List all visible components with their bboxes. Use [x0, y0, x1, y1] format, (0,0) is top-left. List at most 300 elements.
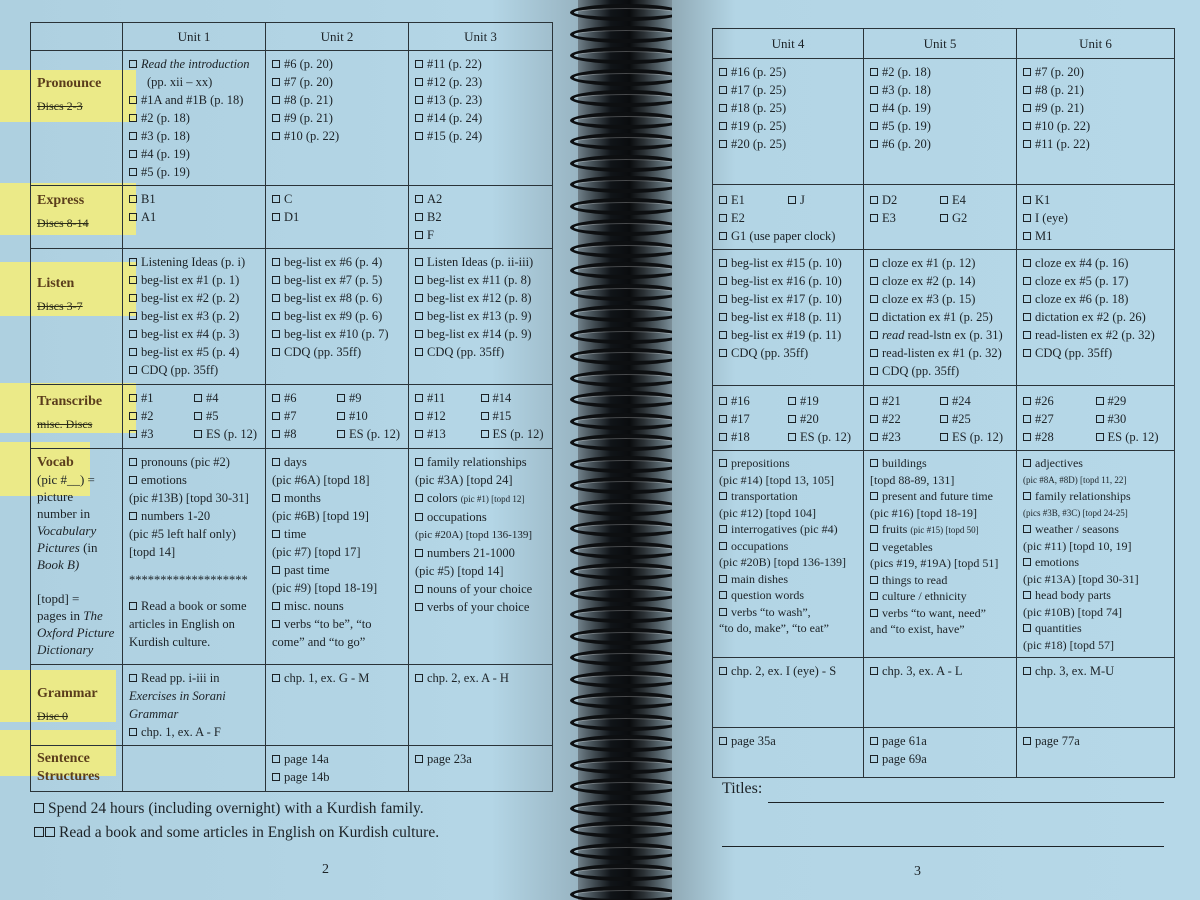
- checkbox-icon[interactable]: [719, 433, 727, 441]
- checklist-item[interactable]: [940, 209, 1010, 227]
- checklist-item[interactable]: [719, 308, 857, 326]
- checkbox-icon[interactable]: [788, 415, 796, 423]
- checkbox-icon[interactable]: [719, 277, 727, 285]
- checklist-item[interactable]: [719, 488, 857, 505]
- checkbox-icon[interactable]: [272, 394, 280, 402]
- checklist-item[interactable]: [337, 389, 402, 407]
- checkbox-icon[interactable]: [129, 728, 137, 736]
- checkbox-icon[interactable]: [415, 430, 423, 438]
- checkbox-icon[interactable]: [194, 412, 202, 420]
- checklist-item[interactable]: [870, 588, 1010, 605]
- checkbox-icon[interactable]: [129, 258, 137, 266]
- checklist-item[interactable]: [415, 208, 546, 226]
- checkbox-icon[interactable]: [870, 492, 878, 500]
- checkbox-icon[interactable]: [272, 494, 280, 502]
- checkbox-icon[interactable]: [1023, 259, 1031, 267]
- checkbox-icon[interactable]: [1023, 397, 1031, 405]
- checklist-item[interactable]: [1023, 392, 1096, 410]
- checkbox-icon[interactable]: [272, 530, 280, 538]
- checkbox-icon[interactable]: [940, 415, 948, 423]
- checklist-item[interactable]: [719, 428, 788, 446]
- checkbox-icon[interactable]: [788, 196, 796, 204]
- checkbox-icon[interactable]: [415, 674, 423, 682]
- checklist-item[interactable]: [272, 271, 402, 289]
- checkbox-icon[interactable]: [788, 433, 796, 441]
- checklist-item[interactable]: [272, 453, 402, 471]
- checklist-item[interactable]: [194, 389, 259, 407]
- checkbox-icon[interactable]: [129, 430, 137, 438]
- checklist-item[interactable]: [870, 488, 1010, 505]
- checklist-item[interactable]: [415, 289, 546, 307]
- checklist-item[interactable]: [870, 392, 940, 410]
- checkbox-icon[interactable]: [415, 258, 423, 266]
- checkbox-icon[interactable]: [719, 575, 727, 583]
- checklist-item[interactable]: [272, 750, 402, 768]
- checklist-item[interactable]: [272, 55, 402, 73]
- checkbox-icon[interactable]: [719, 492, 727, 500]
- checklist-item[interactable]: [194, 407, 259, 425]
- checklist-item[interactable]: [481, 407, 547, 425]
- checkbox-icon[interactable]: [481, 412, 489, 420]
- checkbox-icon[interactable]: [129, 150, 137, 158]
- checklist-item[interactable]: [415, 669, 546, 687]
- checklist-item[interactable]: [1023, 254, 1168, 272]
- checklist-item[interactable]: [129, 145, 259, 163]
- checklist-item[interactable]: [870, 308, 1010, 326]
- checkbox-icon[interactable]: [870, 433, 878, 441]
- checklist-item[interactable]: [129, 109, 259, 127]
- checkbox-icon[interactable]: [719, 542, 727, 550]
- checklist-item[interactable]: [415, 508, 546, 526]
- checkbox-icon[interactable]: [415, 549, 423, 557]
- checkbox-icon[interactable]: [1023, 214, 1031, 222]
- checkbox-icon[interactable]: [129, 60, 137, 68]
- checklist-item[interactable]: [1023, 308, 1168, 326]
- checkbox-icon[interactable]: [870, 122, 878, 130]
- checkbox-icon[interactable]: [129, 366, 137, 374]
- checklist-item[interactable]: [719, 732, 857, 750]
- checkbox-icon[interactable]: [415, 132, 423, 140]
- checklist-item[interactable]: [415, 109, 546, 127]
- checklist-item[interactable]: [870, 344, 1010, 362]
- checklist-item[interactable]: [1023, 488, 1168, 505]
- checklist-item[interactable]: [870, 410, 940, 428]
- checkbox-icon[interactable]: [719, 415, 727, 423]
- checkbox-icon[interactable]: [272, 213, 280, 221]
- checkbox-icon[interactable]: [870, 367, 878, 375]
- checkbox-icon[interactable]: [129, 168, 137, 176]
- checklist-item[interactable]: [272, 307, 402, 325]
- checkbox-icon[interactable]: [415, 195, 423, 203]
- checkbox-icon[interactable]: [1023, 492, 1031, 500]
- checklist-item[interactable]: [194, 425, 259, 443]
- checklist-item[interactable]: [415, 55, 546, 73]
- checklist-item[interactable]: [415, 271, 546, 289]
- checklist-item[interactable]: [1023, 227, 1168, 245]
- checklist-item[interactable]: [870, 191, 940, 209]
- checklist-item[interactable]: [1023, 272, 1168, 290]
- checkbox-icon[interactable]: [719, 331, 727, 339]
- checkbox-icon[interactable]: [415, 603, 423, 611]
- checkbox-icon[interactable]: [272, 755, 280, 763]
- checklist-item[interactable]: [272, 489, 402, 507]
- checkbox-icon[interactable]: [870, 104, 878, 112]
- checklist-item[interactable]: [940, 428, 1010, 446]
- checkbox-icon[interactable]: [870, 349, 878, 357]
- checklist-item[interactable]: [1023, 135, 1168, 153]
- checkbox-icon[interactable]: [129, 330, 137, 338]
- checkbox-icon[interactable]: [129, 132, 137, 140]
- checkbox-icon[interactable]: [194, 430, 202, 438]
- checkbox-icon[interactable]: [415, 330, 423, 338]
- checkbox-icon[interactable]: [1023, 433, 1031, 441]
- checklist-item[interactable]: [272, 425, 337, 443]
- checkbox-icon[interactable]: [415, 96, 423, 104]
- checklist-item[interactable]: [415, 407, 481, 425]
- checkbox-icon[interactable]: [272, 412, 280, 420]
- checklist-item[interactable]: [129, 91, 259, 109]
- checkbox-icon[interactable]: [415, 585, 423, 593]
- checklist-item[interactable]: [870, 455, 1010, 472]
- checklist-item[interactable]: [272, 615, 402, 633]
- checklist-item[interactable]: [415, 307, 546, 325]
- checklist-item[interactable]: [129, 507, 259, 525]
- checkbox-icon[interactable]: [129, 348, 137, 356]
- checkbox-icon[interactable]: [870, 667, 878, 675]
- checkbox-icon[interactable]: [870, 140, 878, 148]
- checkbox-icon[interactable]: [194, 394, 202, 402]
- checklist-item[interactable]: [719, 604, 857, 621]
- checkbox-icon[interactable]: [870, 543, 878, 551]
- checkbox-icon[interactable]: [870, 609, 878, 617]
- checklist-item[interactable]: [129, 453, 259, 471]
- checklist-item[interactable]: [129, 361, 259, 379]
- checkbox-icon[interactable]: [415, 114, 423, 122]
- checklist-item[interactable]: [1023, 117, 1168, 135]
- checkbox-icon[interactable]: [870, 415, 878, 423]
- checkbox-icon[interactable]: [415, 294, 423, 302]
- checkbox-icon[interactable]: [719, 397, 727, 405]
- checklist-item[interactable]: [719, 571, 857, 588]
- checkbox-icon[interactable]: [45, 827, 55, 837]
- checklist-item[interactable]: [129, 208, 259, 226]
- checkbox-icon[interactable]: [1023, 558, 1031, 566]
- checklist-item[interactable]: [1096, 428, 1169, 446]
- checkbox-icon[interactable]: [1023, 624, 1031, 632]
- checklist-item[interactable]: [870, 63, 1010, 81]
- checkbox-icon[interactable]: [719, 608, 727, 616]
- checkbox-icon[interactable]: [272, 312, 280, 320]
- checkbox-icon[interactable]: [870, 214, 878, 222]
- checklist-item[interactable]: [870, 362, 1010, 380]
- checklist-item[interactable]: [272, 561, 402, 579]
- checkbox-icon[interactable]: [129, 674, 137, 682]
- checkbox-icon[interactable]: [34, 827, 44, 837]
- checklist-item[interactable]: [719, 344, 857, 362]
- checkbox-icon[interactable]: [940, 433, 948, 441]
- checklist-item[interactable]: [870, 272, 1010, 290]
- checklist-item[interactable]: [415, 750, 546, 768]
- checklist-item[interactable]: [272, 597, 402, 615]
- checklist-item[interactable]: [129, 190, 259, 208]
- checklist-item[interactable]: [870, 732, 1010, 750]
- checklist-item[interactable]: [272, 91, 402, 109]
- checkbox-icon[interactable]: [415, 312, 423, 320]
- checklist-item[interactable]: [1023, 620, 1168, 637]
- checklist-item[interactable]: [129, 271, 259, 289]
- checkbox-icon[interactable]: [337, 430, 345, 438]
- checkbox-icon[interactable]: [415, 276, 423, 284]
- checklist-item[interactable]: [788, 428, 857, 446]
- checklist-item[interactable]: [1023, 290, 1168, 308]
- checklist-item[interactable]: [719, 392, 788, 410]
- checkbox-icon[interactable]: [272, 114, 280, 122]
- checkbox-icon[interactable]: [719, 525, 727, 533]
- checkbox-icon[interactable]: [129, 512, 137, 520]
- checkbox-icon[interactable]: [870, 295, 878, 303]
- checklist-item[interactable]: [1096, 392, 1169, 410]
- checkbox-icon[interactable]: [415, 513, 423, 521]
- titles-line-2[interactable]: [722, 846, 1164, 847]
- checklist-item[interactable]: [870, 209, 940, 227]
- checkbox-icon[interactable]: [719, 104, 727, 112]
- checkbox-icon[interactable]: [272, 620, 280, 628]
- checkbox-icon[interactable]: [1096, 397, 1104, 405]
- checklist-item[interactable]: [272, 109, 402, 127]
- checklist-item[interactable]: [719, 410, 788, 428]
- checklist-item[interactable]: [272, 325, 402, 343]
- checklist-item[interactable]: [129, 307, 259, 325]
- checklist-item[interactable]: [415, 73, 546, 91]
- checkbox-icon[interactable]: [415, 60, 423, 68]
- checklist-item[interactable]: [481, 425, 547, 443]
- checklist-item[interactable]: [719, 191, 788, 209]
- checkbox-icon[interactable]: [870, 525, 878, 533]
- checklist-item[interactable]: [272, 127, 402, 145]
- checkbox-icon[interactable]: [1023, 667, 1031, 675]
- checkbox-icon[interactable]: [129, 312, 137, 320]
- checklist-item[interactable]: [415, 544, 546, 562]
- checklist-item[interactable]: [415, 325, 546, 343]
- footnote-read-articles[interactable]: [34, 824, 439, 842]
- checklist-item[interactable]: [870, 428, 940, 446]
- checkbox-icon[interactable]: [1023, 349, 1031, 357]
- checklist-item[interactable]: [129, 55, 259, 73]
- checkbox-icon[interactable]: [940, 196, 948, 204]
- checkbox-icon[interactable]: [129, 213, 137, 221]
- checkbox-icon[interactable]: [719, 295, 727, 303]
- checklist-item[interactable]: [870, 117, 1010, 135]
- checkbox-icon[interactable]: [129, 602, 137, 610]
- checklist-item[interactable]: [129, 127, 259, 145]
- checklist-item[interactable]: [129, 289, 259, 307]
- checklist-item[interactable]: [870, 81, 1010, 99]
- checklist-item[interactable]: [1023, 428, 1096, 446]
- checklist-item[interactable]: [719, 99, 857, 117]
- checklist-item[interactable]: [129, 723, 259, 741]
- checkbox-icon[interactable]: [272, 258, 280, 266]
- checkbox-icon[interactable]: [1023, 295, 1031, 303]
- checkbox-icon[interactable]: [940, 397, 948, 405]
- checkbox-icon[interactable]: [1023, 331, 1031, 339]
- checklist-item[interactable]: [870, 326, 1010, 344]
- checklist-item[interactable]: [272, 525, 402, 543]
- checklist-item[interactable]: [272, 669, 402, 687]
- titles-line-1[interactable]: [768, 802, 1164, 803]
- checkbox-icon[interactable]: [719, 459, 727, 467]
- checklist-item[interactable]: [1023, 587, 1168, 604]
- checkbox-icon[interactable]: [719, 214, 727, 222]
- checklist-item[interactable]: [719, 538, 857, 555]
- checklist-item[interactable]: [337, 407, 402, 425]
- checkbox-icon[interactable]: [1023, 68, 1031, 76]
- checklist-item[interactable]: [1023, 63, 1168, 81]
- checkbox-icon[interactable]: [870, 313, 878, 321]
- checklist-item[interactable]: [415, 489, 546, 508]
- checkbox-icon[interactable]: [719, 737, 727, 745]
- checklist-item[interactable]: [1023, 732, 1168, 750]
- checkbox-icon[interactable]: [272, 674, 280, 682]
- checkbox-icon[interactable]: [1023, 86, 1031, 94]
- checkbox-icon[interactable]: [1023, 196, 1031, 204]
- checklist-item[interactable]: [1023, 410, 1096, 428]
- checkbox-icon[interactable]: [272, 566, 280, 574]
- checkbox-icon[interactable]: [870, 576, 878, 584]
- checklist-item[interactable]: [129, 325, 259, 343]
- checklist-item[interactable]: [1023, 344, 1168, 362]
- checklist-item[interactable]: [415, 580, 546, 598]
- checkbox-icon[interactable]: [870, 259, 878, 267]
- checkbox-icon[interactable]: [788, 397, 796, 405]
- checklist-item[interactable]: [272, 389, 337, 407]
- checklist-item[interactable]: [415, 190, 546, 208]
- checklist-item[interactable]: [129, 425, 194, 443]
- checkbox-icon[interactable]: [129, 476, 137, 484]
- checkbox-icon[interactable]: [272, 78, 280, 86]
- checklist-item[interactable]: [719, 326, 857, 344]
- checklist-item[interactable]: [788, 191, 857, 209]
- checklist-item[interactable]: [415, 598, 546, 616]
- checkbox-icon[interactable]: [870, 196, 878, 204]
- checklist-item[interactable]: [940, 191, 1010, 209]
- checkbox-icon[interactable]: [272, 195, 280, 203]
- checkbox-icon[interactable]: [870, 68, 878, 76]
- checklist-item[interactable]: [870, 521, 1010, 539]
- checkbox-icon[interactable]: [1023, 122, 1031, 130]
- checkbox-icon[interactable]: [272, 132, 280, 140]
- checklist-item[interactable]: [940, 392, 1010, 410]
- checkbox-icon[interactable]: [129, 394, 137, 402]
- checklist-item[interactable]: [1096, 410, 1169, 428]
- checkbox-icon[interactable]: [337, 412, 345, 420]
- checkbox-icon[interactable]: [719, 140, 727, 148]
- checkbox-icon[interactable]: [1023, 277, 1031, 285]
- checklist-item[interactable]: [129, 669, 259, 687]
- checkbox-icon[interactable]: [870, 331, 878, 339]
- checkbox-icon[interactable]: [719, 591, 727, 599]
- checkbox-icon[interactable]: [1023, 737, 1031, 745]
- checklist-item[interactable]: [272, 289, 402, 307]
- checklist-item[interactable]: [719, 81, 857, 99]
- checklist-item[interactable]: [129, 163, 259, 181]
- checklist-item[interactable]: [1023, 662, 1168, 680]
- checkbox-icon[interactable]: [415, 78, 423, 86]
- checklist-item[interactable]: [719, 209, 788, 227]
- footnote-kurdish-family[interactable]: [34, 800, 424, 818]
- checklist-item[interactable]: [129, 343, 259, 361]
- checklist-item[interactable]: [415, 389, 481, 407]
- checkbox-icon[interactable]: [870, 86, 878, 94]
- checklist-item[interactable]: [940, 410, 1010, 428]
- checklist-item[interactable]: [1023, 81, 1168, 99]
- checkbox-icon[interactable]: [870, 459, 878, 467]
- checklist-item[interactable]: [1023, 554, 1168, 571]
- checklist-item[interactable]: [415, 343, 546, 361]
- checkbox-icon[interactable]: [272, 348, 280, 356]
- checklist-item[interactable]: [272, 208, 402, 226]
- checkbox-icon[interactable]: [129, 294, 137, 302]
- checkbox-icon[interactable]: [1023, 104, 1031, 112]
- checklist-item[interactable]: [870, 750, 1010, 768]
- checkbox-icon[interactable]: [870, 755, 878, 763]
- checklist-item[interactable]: [129, 389, 194, 407]
- checkbox-icon[interactable]: [272, 330, 280, 338]
- checklist-item[interactable]: [272, 407, 337, 425]
- checklist-item[interactable]: [129, 597, 259, 615]
- checkbox-icon[interactable]: [272, 458, 280, 466]
- checkbox-icon[interactable]: [719, 313, 727, 321]
- checkbox-icon[interactable]: [719, 122, 727, 130]
- checkbox-icon[interactable]: [719, 349, 727, 357]
- checkbox-icon[interactable]: [129, 412, 137, 420]
- checkbox-icon[interactable]: [415, 755, 423, 763]
- checkbox-icon[interactable]: [272, 96, 280, 104]
- checklist-item[interactable]: [1023, 209, 1168, 227]
- checkbox-icon[interactable]: [719, 68, 727, 76]
- checkbox-icon[interactable]: [272, 430, 280, 438]
- checklist-item[interactable]: [788, 410, 857, 428]
- checkbox-icon[interactable]: [415, 458, 423, 466]
- checkbox-icon[interactable]: [129, 114, 137, 122]
- checkbox-icon[interactable]: [272, 276, 280, 284]
- checklist-item[interactable]: [719, 117, 857, 135]
- checkbox-icon[interactable]: [415, 412, 423, 420]
- checklist-item[interactable]: [272, 73, 402, 91]
- checklist-item[interactable]: [415, 253, 546, 271]
- checkbox-icon[interactable]: [1023, 232, 1031, 240]
- checkbox-icon[interactable]: [870, 592, 878, 600]
- checklist-item[interactable]: [415, 453, 546, 471]
- checkbox-icon[interactable]: [272, 602, 280, 610]
- checkbox-icon[interactable]: [272, 294, 280, 302]
- checklist-item[interactable]: [719, 521, 857, 538]
- checklist-item[interactable]: [870, 290, 1010, 308]
- checklist-item[interactable]: [129, 253, 259, 271]
- checkbox-icon[interactable]: [719, 259, 727, 267]
- checklist-item[interactable]: [788, 392, 857, 410]
- checklist-item[interactable]: [1023, 326, 1168, 344]
- checkbox-icon[interactable]: [481, 394, 489, 402]
- checklist-item[interactable]: [129, 471, 259, 489]
- checklist-item[interactable]: [415, 91, 546, 109]
- checkbox-icon[interactable]: [129, 276, 137, 284]
- checklist-item[interactable]: [870, 662, 1010, 680]
- checkbox-icon[interactable]: [719, 196, 727, 204]
- checkbox-icon[interactable]: [481, 430, 489, 438]
- checklist-item[interactable]: [870, 539, 1010, 556]
- checkbox-icon[interactable]: [870, 737, 878, 745]
- checklist-item[interactable]: [719, 63, 857, 81]
